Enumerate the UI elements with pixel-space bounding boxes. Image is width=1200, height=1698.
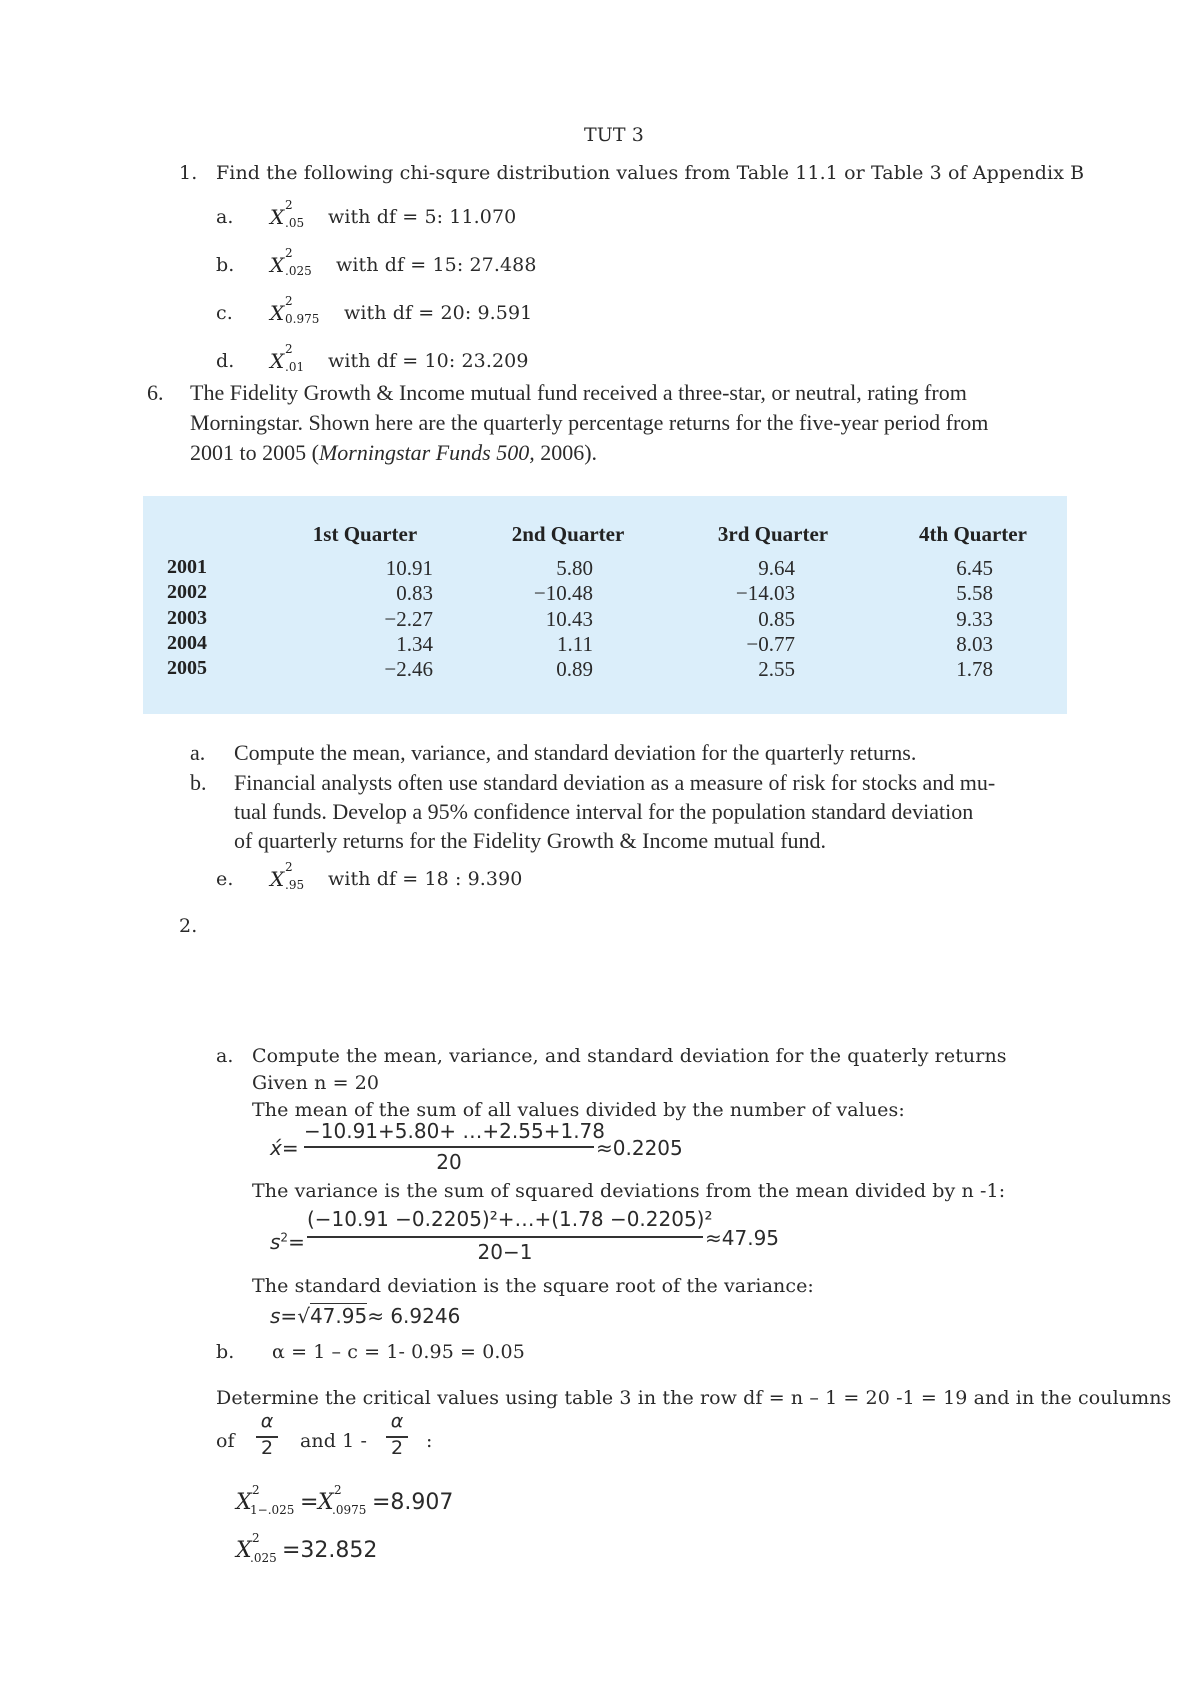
problem-part-b-line: of quarterly returns for the Fidelity Growth & Income mutual fund. bbox=[234, 828, 827, 853]
problem-text-line: 2001 to 2005 (Morningstar Funds 500, 2006). bbox=[190, 440, 598, 465]
table-cell: 0.83 bbox=[396, 581, 433, 605]
table-cell: 1.34 bbox=[396, 632, 433, 656]
table-header: 1st Quarter bbox=[312, 522, 418, 546]
mean-denominator: 20 bbox=[436, 1150, 462, 1174]
problem-number: 6. bbox=[147, 380, 164, 405]
alpha-denominator: 2 bbox=[390, 1437, 404, 1459]
colon: : bbox=[426, 1430, 433, 1452]
q1-item-text: with df = 5: 11.070 bbox=[328, 206, 517, 228]
table-cell: 0.89 bbox=[556, 657, 593, 681]
mean-numerator: −10.91+5.80+ …+2.55+1.78 bbox=[304, 1119, 605, 1143]
solution-a-text: The standard deviation is the square root of the variance: bbox=[252, 1275, 814, 1297]
table-cell: 5.58 bbox=[956, 581, 993, 605]
mean-lhs: x́= bbox=[270, 1136, 299, 1160]
solution-a-text: The variance is the sum of squared deviations from the mean divided by n -1: bbox=[252, 1180, 1006, 1202]
row-year: 2005 bbox=[167, 657, 207, 679]
equals-sign: = bbox=[300, 1490, 319, 1515]
table-cell: −2.46 bbox=[384, 657, 433, 681]
chi-square-symbol: X 2 0.975 bbox=[270, 294, 320, 326]
q1-item-text: with df = 18 : 9.390 bbox=[328, 868, 523, 890]
table-cell: 2.55 bbox=[758, 657, 795, 681]
table-cell: 6.45 bbox=[956, 556, 993, 580]
critical-values-text: Determine the critical values using table 3 in the row df = n – 1 = 20 -1 = 19 and in the coulumns bbox=[216, 1387, 1172, 1409]
chi-square-symbol: X 2 1−.025 bbox=[236, 1483, 295, 1517]
problem-text-line: Morningstar. Shown here are the quarterly percentage returns for the five-year period from bbox=[190, 410, 989, 435]
q1-item-label: b. bbox=[216, 254, 235, 276]
solution-a-label: a. bbox=[216, 1045, 234, 1067]
table-cell: −14.03 bbox=[735, 581, 795, 605]
variance-numerator: (−10.91 −0.2205)²+…+(1.78 −0.2205)² bbox=[307, 1207, 713, 1231]
q1-item-text: with df = 20: 9.591 bbox=[344, 302, 533, 324]
variance-result: ≈47.95 bbox=[705, 1226, 780, 1250]
q1-number: 1. bbox=[179, 162, 198, 184]
chi-square-symbol: X 2 .025 bbox=[236, 1531, 277, 1565]
problem-part-b-label: b. bbox=[190, 770, 207, 795]
table-cell: 10.91 bbox=[385, 556, 433, 580]
solution-b-label: b. bbox=[216, 1341, 235, 1363]
table-cell: 1.78 bbox=[956, 657, 993, 681]
problem-part-a-label: a. bbox=[190, 740, 206, 765]
table-cell: 8.03 bbox=[956, 632, 993, 656]
table-header: 2nd Quarter bbox=[511, 522, 625, 546]
mean-result: ≈0.2205 bbox=[596, 1136, 683, 1160]
row-year: 2004 bbox=[167, 632, 207, 654]
returns-table bbox=[143, 496, 1067, 714]
table-cell: 10.43 bbox=[545, 607, 593, 631]
stddev-formula: s=√47.95≈ 6.9246 bbox=[270, 1304, 461, 1328]
table-cell: 5.80 bbox=[556, 556, 593, 580]
alpha-line: α = 1 – c = 1- 0.95 = 0.05 bbox=[272, 1341, 525, 1363]
solution-a-text: Given n = 20 bbox=[252, 1072, 380, 1094]
q1-item-label: c. bbox=[216, 302, 233, 324]
critical-value-result: =32.852 bbox=[282, 1538, 378, 1563]
row-year: 2002 bbox=[167, 581, 207, 603]
q1-item-label: d. bbox=[216, 350, 235, 372]
q1-item-text: with df = 10: 23.209 bbox=[328, 350, 529, 372]
alpha-denominator: 2 bbox=[260, 1437, 274, 1459]
table-cell: 1.11 bbox=[557, 632, 593, 656]
fraction-bar bbox=[304, 1146, 594, 1148]
variance-denominator: 20−1 bbox=[477, 1240, 533, 1264]
table-cell: 0.85 bbox=[758, 607, 795, 631]
table-cell: 9.64 bbox=[758, 556, 795, 580]
chi-square-symbol: X 2 .0975 bbox=[318, 1483, 367, 1517]
problem-part-b-line: Financial analysts often use standard deviation as a measure of risk for stocks and mu- bbox=[234, 770, 996, 795]
chi-square-symbol: X 2 .025 bbox=[270, 246, 312, 278]
of-text: of bbox=[216, 1430, 235, 1452]
row-year: 2003 bbox=[167, 607, 207, 629]
table-header: 3rd Quarter bbox=[717, 522, 829, 546]
variance-lhs: $s^2=$ bbox=[270, 1230, 305, 1254]
alpha-numerator: α bbox=[390, 1410, 404, 1432]
table-cell: −0.77 bbox=[746, 632, 795, 656]
chi-square-symbol: X 2 .95 bbox=[270, 860, 305, 892]
problem-text-line: The Fidelity Growth & Income mutual fund received a three-star, or neutral, rating from bbox=[190, 380, 967, 405]
alpha-numerator: α bbox=[260, 1410, 274, 1432]
q1-item-label: a. bbox=[216, 206, 234, 228]
q2-number: 2. bbox=[179, 915, 198, 937]
table-cell: 9.33 bbox=[956, 607, 993, 631]
table-header: 4th Quarter bbox=[919, 522, 1027, 546]
table-cell: −10.48 bbox=[533, 581, 593, 605]
problem-part-b-line: tual funds. Develop a 95% confidence interval for the population standard deviation bbox=[234, 799, 974, 824]
q1-item-text: with df = 15: 27.488 bbox=[336, 254, 537, 276]
problem-part-a-text: Compute the mean, variance, and standard deviation for the quarterly returns. bbox=[234, 740, 917, 765]
fraction-bar bbox=[307, 1236, 703, 1238]
chi-square-symbol: X 2 .01 bbox=[270, 342, 305, 374]
page-title: TUT 3 bbox=[584, 124, 644, 146]
table-cell: −2.27 bbox=[384, 607, 433, 631]
q1-prompt: Find the following chi-squre distribution values from Table 11.1 or Table 3 of Appendix B bbox=[216, 162, 1085, 184]
solution-a-text: The mean of the sum of all values divided by the number of values: bbox=[252, 1099, 905, 1121]
critical-value-result: =8.907 bbox=[372, 1490, 454, 1515]
chi-square-symbol: X 2 .05 bbox=[270, 198, 305, 230]
solution-a-text: Compute the mean, variance, and standard deviation for the quaterly returns bbox=[252, 1045, 1007, 1067]
and-text: and 1 - bbox=[300, 1430, 368, 1452]
q1-item-label: e. bbox=[216, 868, 234, 890]
row-year: 2001 bbox=[167, 556, 207, 578]
